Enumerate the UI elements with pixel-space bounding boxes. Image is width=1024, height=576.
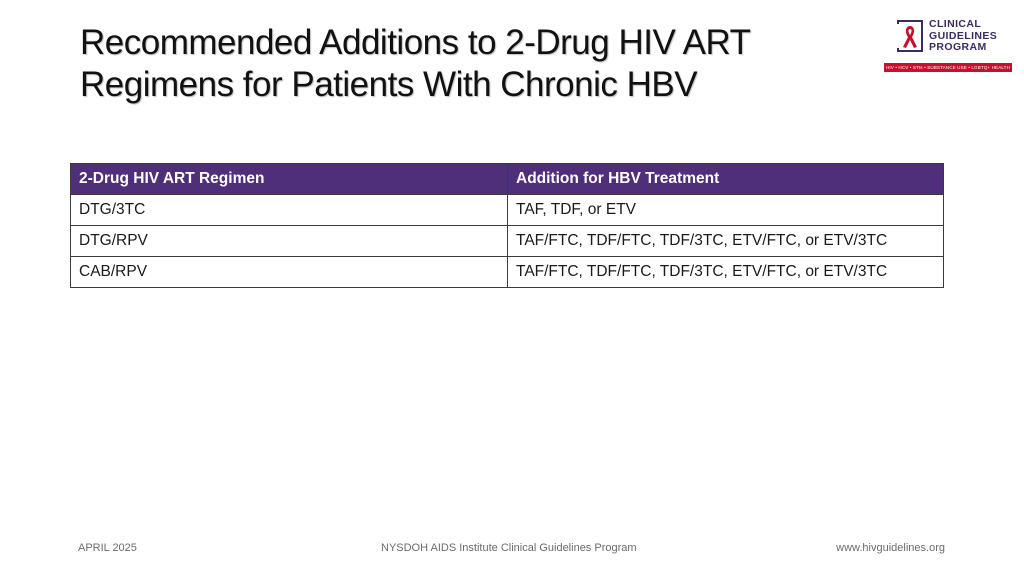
logo-wordmark	[929, 19, 1014, 54]
clinical-guidelines-program-logo	[884, 16, 1012, 76]
logo-line-3: PROGRAM	[929, 41, 987, 53]
column-header-regimen: 2-Drug HIV ART Regimen	[71, 164, 508, 195]
hbv-addition-cell: TAF/FTC, TDF/FTC, TDF/3TC, ETV/FTC, or ETV/3TC	[508, 226, 944, 257]
hbv-additions-table	[70, 163, 944, 288]
slide-title-line-1: Recommended Additions to 2-Drug HIV ART	[80, 23, 751, 62]
table-row	[71, 226, 944, 257]
table-row	[71, 257, 944, 288]
logo-line-2: GUIDELINES	[929, 29, 998, 42]
table-header-row	[71, 164, 944, 195]
slide-title-line-2: Regimens for Patients With Chronic HBV	[80, 65, 698, 104]
hbv-addition-cell: TAF, TDF, or ETV	[508, 195, 944, 226]
hbv-addition-cell: TAF/FTC, TDF/FTC, TDF/3TC, ETV/FTC, or ETV/3TC	[508, 257, 944, 288]
logo-line-1: CLINICAL	[929, 18, 982, 30]
footer-website: www.hivguidelines.org	[836, 542, 945, 554]
footer-date: APRIL 2025	[78, 542, 137, 554]
column-header-hbv-addition: Addition for HBV Treatment	[508, 164, 944, 195]
regimen-cell: CAB/RPV	[71, 257, 508, 288]
regimen-cell: DTG/3TC	[71, 195, 508, 226]
table-row	[71, 195, 944, 226]
logo-tagline: HIV • HCV • STIs • SUBSTANCE USE • LGBTQ+ HEALTH	[885, 65, 1010, 70]
footer-program-name: NYSDOH AIDS Institute Clinical Guidelines Program	[381, 542, 637, 554]
regimen-cell: DTG/RPV	[71, 226, 508, 257]
slide-title	[80, 22, 840, 106]
red-ribbon-icon	[895, 20, 925, 52]
